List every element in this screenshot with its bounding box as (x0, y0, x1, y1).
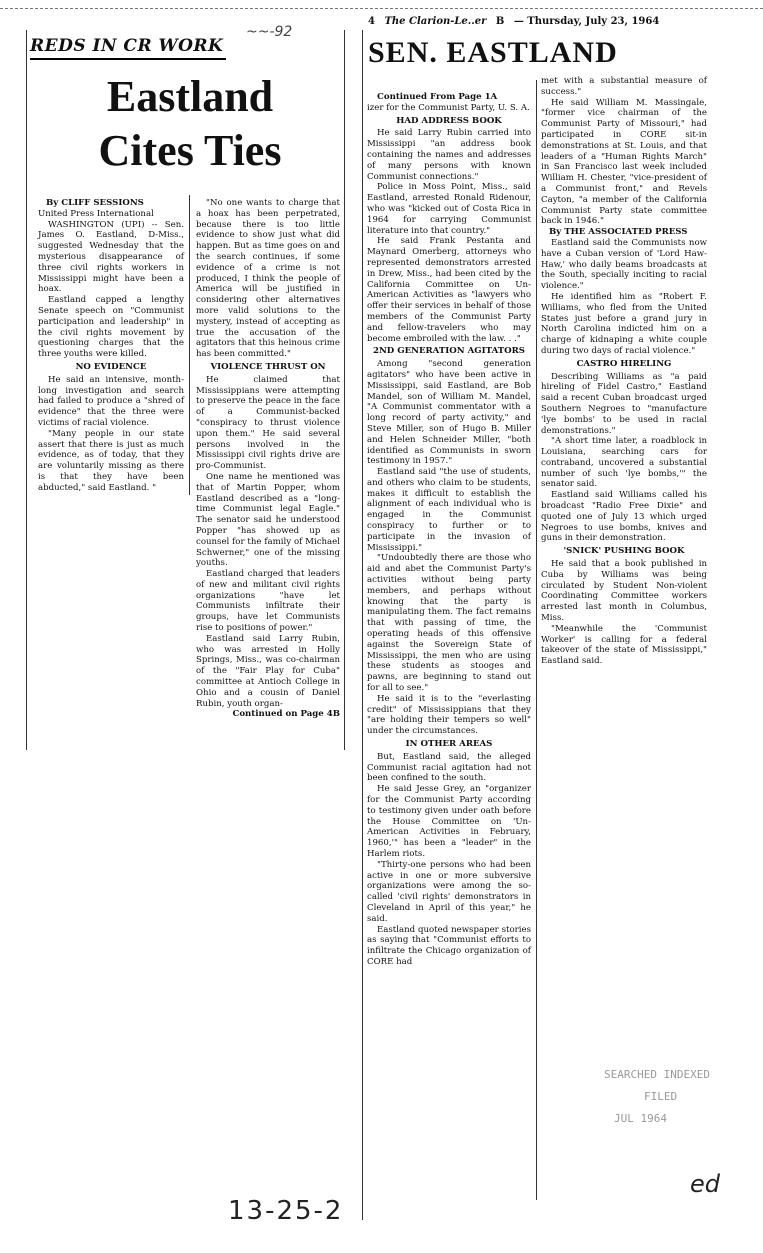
handwritten-corner-mark: ~~-92 (246, 24, 293, 40)
subheading: NO EVIDENCE (75, 361, 147, 372)
masthead-paper-name: The Clarion-Le..er (384, 16, 487, 27)
paragraph: Eastland charged that leaders of new and militant civil rights organizations "have let Communists infiltrate their groups, have let Communists rise to positions of power." (196, 569, 340, 634)
paragraph: "A short time later, a roadblock in Louisiana, searching cars for contraband, uncovered a substantial number of such 'lye bombs,'" the senator said. (541, 436, 707, 490)
masthead-date: — Thursday, July 23, 1964 (513, 16, 660, 27)
clipping-top-edge (0, 8, 763, 9)
continuation-line: Continued on Page 4B (232, 709, 340, 720)
paragraph: Describing Williams as "a paid hireling of Fidel Castro," Eastland said a recent Cuban broadcast urged Southern Negroes to "manufacture 'lye bombs' to be used in racial demonstrations." (541, 371, 707, 436)
paragraph: He said an intensive, month-long investigation and search had failed to produce a "shred of evidence" that the three were victims of racial violence. (38, 374, 184, 428)
right-column-divider (536, 80, 537, 1200)
paragraph: United Press International (38, 208, 154, 219)
paragraph: He said Jesse Grey, an "organizer for the Communist Party according to testimony given under oath before the House Committee on 'Un-American Activities in February, 1960,'" has been a "leader" in the Harlem riots. (367, 784, 531, 859)
left-article-column-2 (196, 198, 340, 720)
left-article-column-1 (38, 198, 184, 494)
left-headline (40, 70, 340, 178)
stamp-line-2: FILED (644, 1090, 678, 1103)
paragraph: Eastland said Williams called his broadcast "Radio Free Dixie" and quoted one of July 13 which urged Negroes to use bombs, knives and guns in their demonstration. (541, 490, 707, 544)
left-article-border-left (26, 30, 27, 750)
paragraph: "No one wants to charge that a hoax has been perpetrated, because there is too little evidence to show just what did happen. But as time goes on and the search continues, if some evidence of a crime is not produced, I think the people of America will be justified in considering other alternatives more valid solutions to the mystery, instead of accepting as true the accusation of the agitators that this heinous crime has been committed." (196, 198, 340, 360)
paragraph: Eastland capped a lengthy Senate speech on "Communist participation and leadership" in the civil rights movement by questioning charges that the three youths were killed. (38, 295, 184, 360)
continuation-line: Continued From Page 1A (377, 92, 498, 102)
paragraph: He said that a book published in Cuba by Williams was being circulated by Student Non-violent Coordinating Committee workers arrested last month in Columbus, Miss. (541, 559, 707, 624)
subheading: 2ND GENERATION AGITATORS (372, 346, 526, 357)
paragraph: Police in Moss Point, Miss., said Eastland, arrested Ronald Ridenour, who was "kicked out of Costa Rica in 1964 for carrying Communist literature into that country." (367, 182, 531, 236)
paragraph: He identified him as "Robert F. Williams, who fled from the United States just before a grand jury in North Carolina indicted him on a charge of kidnaping a white couple during two days of racial violence." (541, 291, 707, 356)
subheading: CASTRO HIRELING (576, 358, 672, 369)
left-headline-line2: Cites Ties (98, 126, 282, 175)
paragraph: One name he mentioned was that of Martin Popper, whom Eastland described as a "long-time Communist legal Eagle." The senator said he understood Popper "has showed up as counsel for the family of Michael Schwerner," one of the missing youths. (196, 471, 340, 569)
paragraph: "Thirty-one persons who had been active in one or more subversive organizations were among the so-called 'civil rights' demonstrators in Cleveland in April of this year," he said. (367, 859, 531, 924)
paragraph: "Undoubtedly there are those who aid and abet the Communist Party's activities without being party members, and perhaps without knowing that the party is manipulating them. The fact remains that with passing of time, the operating heads of this offensive against the Sovereign State of Mississippi, the men who are using these students as stooges and pawns, are beginning to stand out for all to see." (367, 553, 531, 694)
subheading: IN OTHER AREAS (405, 739, 493, 750)
right-article-border-left (362, 30, 363, 1220)
handwritten-initial: ed (690, 1170, 720, 1198)
paragraph: Eastland quoted newspaper stories as saying that "Communist efforts to infiltrate the Chicago organization of CORE had (367, 924, 531, 967)
file-stamp (604, 1064, 710, 1130)
paragraph: WASHINGTON (UPI) -- Sen. James O. Eastland, D-Miss., suggested Wednesday that the mysterious disappearance of three civil rights workers in Mississippi might have been a hoax. (38, 219, 184, 295)
masthead-line (368, 16, 740, 27)
paragraph: met with a substantial measure of success." (541, 76, 707, 97)
handwritten-file-number: 13-25-2 (228, 1196, 344, 1226)
masthead-page-number: 4 (368, 16, 375, 27)
stamp-line-1: SEARCHED INDEXED (604, 1068, 710, 1081)
masthead-section: B (495, 16, 505, 27)
paragraph: Eastland said "the use of students, and others who claim to be students, makes it difficult to establish the alignment of each individual who is engaged in the Communist conspiracy to further or to participate in the invasion of Mississippi." (367, 467, 531, 553)
kicker-headline: REDS IN CR WORK (30, 36, 226, 60)
right-article-column-2 (541, 76, 707, 667)
paragraph: He said William M. Massingale, "former vice chairman of the Communist Party of Missouri," had participated in CORE sit-in demonstrations at St. Louis, and that leaders of a "Human Rights March" in San Francisco last week included William H. Chester, "vice-president of a Communist front," and Revels Cayton, "a member of the California Communist Party state committee back in 1946." (541, 97, 707, 227)
paragraph: Eastland said the Communists now have a Cuban version of 'Lord Haw-Haw,' who daily beams broadcasts at the South, specially inciting to racial violence." (541, 237, 707, 292)
byline: By THE ASSOCIATED PRESS (549, 227, 688, 238)
subheading: VIOLENCE THRUST ON (210, 361, 326, 372)
paragraph: izer for the Communist Party, U. S. A. (367, 102, 530, 113)
paragraph: He claimed that Mississippians were attempting to preserve the peace in the face of a Communist-backed "conspiracy to thrust violence upon them." He said several persons involved in the Mississippi civil rights drive are pro-Communist. (196, 374, 340, 472)
subheading: HAD ADDRESS BOOK (396, 115, 502, 126)
stamp-line-3: JUL 1964 (614, 1112, 667, 1125)
paragraph: He said it is to the "everlasting credit" of Mississippians that they "are holding their tempers so well" under the circumstances. (367, 693, 531, 737)
left-article-border-right (344, 30, 345, 750)
paragraph: He said Frank Pestanta and Maynard Omerberg, attorneys who represented demonstrators arrested in Drew, Miss., had been cited by the California Committee on Un-American Activities as "lawyers who offer their services in behalf of those members of the Communist Party and fellow-travelers who may become embroiled with the law. . ." (367, 236, 531, 344)
byline: By CLIFF SESSIONS (46, 198, 144, 208)
paragraph: Eastland said Larry Rubin, who was arrested in Holly Springs, Miss., was co-chairman of the "Fair Play for Cuba" committee at Antioch College in Ohio and a cousin of Daniel Rubin, youth organ- (196, 633, 340, 709)
left-column-divider (189, 195, 190, 495)
paragraph: But, Eastland said, the alleged Communist racial agitation had not been confined to the south. (367, 751, 531, 784)
paragraph: "Meanwhile the 'Communist Worker' is calling for a federal takeover of the state of Mississippi," Eastland said. (541, 623, 707, 667)
paragraph: Among "second generation agitators" who have been active in Mississippi, said Eastland, are Bob Mandel, son of William M. Mandel, "A Communist commentator with a long record of party activity," and Steve Miller, son of Hugo B. Miller and Helen Schneider Miller, "both identified as Communists in sworn testimony in 1957." (367, 359, 531, 467)
paragraph: "Many people in our state assert that there is just as much evidence, as of today, that they are voluntarily missing as there is that they have been abducted," said Eastland. " (38, 428, 184, 493)
subheading: 'SNICK' PUSHING BOOK (563, 546, 685, 557)
left-headline-line1: Eastland (106, 72, 274, 121)
right-article-column-1 (367, 92, 531, 968)
right-headline: SEN. EASTLAND (368, 36, 618, 69)
paragraph: He said Larry Rubin carried into Mississippi "an address book containing the names and addresses of many persons with known Communist connections." (367, 128, 531, 182)
